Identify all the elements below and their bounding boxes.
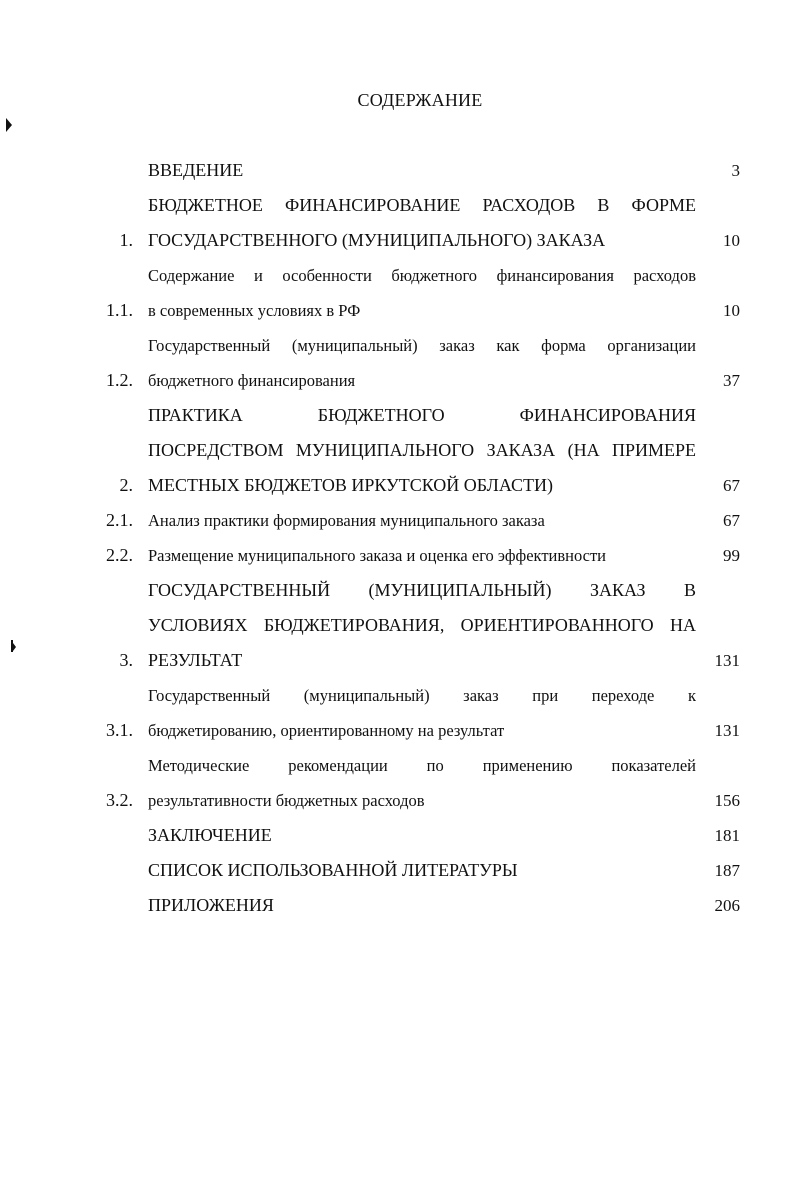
toc-entry-title-line: МЕСТНЫХ БЮДЖЕТОВ ИРКУТСКОЙ ОБЛАСТИ)	[148, 475, 553, 495]
toc-entry[interactable]	[95, 398, 740, 503]
toc-entry[interactable]	[95, 748, 740, 818]
toc-entry[interactable]	[95, 153, 740, 188]
toc-entry-title-line: в современных условиях в РФ	[148, 301, 361, 320]
toc-entry-title-line: ПОСРЕДСТВОМ МУНИЦИПАЛЬНОГО ЗАКАЗА (НА ПРИМЕРЕ	[148, 440, 696, 460]
toc-entry-title	[148, 573, 696, 678]
toc-entry-number: 3.	[119, 650, 133, 670]
toc-entry[interactable]	[95, 503, 740, 538]
toc-entry[interactable]	[95, 678, 740, 748]
toc-entry-title	[148, 503, 696, 538]
toc-entry-title-line: ГОСУДАРСТВЕННЫЙ (МУНИЦИПАЛЬНЫЙ) ЗАКАЗ В	[148, 580, 696, 600]
toc-entry-title-line: Содержание и особенности бюджетного финансирования расходов	[148, 266, 696, 285]
toc-entry-title-line: Методические рекомендации по применению показателей	[148, 756, 696, 775]
toc-entry-title-line: УСЛОВИЯХ БЮДЖЕТИРОВАНИЯ, ОРИЕНТИРОВАННОГО НА	[148, 615, 696, 635]
toc-entry-title-line: ЗАКЛЮЧЕНИЕ	[148, 825, 272, 845]
toc-entry[interactable]	[95, 258, 740, 328]
toc-entry-title	[148, 888, 696, 923]
toc-entry-page-number: 10	[723, 301, 740, 320]
toc-entry-page-number: 131	[714, 721, 740, 740]
toc-entry-title-line: ГОСУДАРСТВЕННОГО (МУНИЦИПАЛЬНОГО) ЗАКАЗА	[148, 230, 606, 250]
toc-entry-title-line: бюджетного финансирования	[148, 371, 356, 390]
toc-entry-title	[148, 538, 696, 573]
toc-entry-title-line: ПРАКТИКА БЮДЖЕТНОГО ФИНАНСИРОВАНИЯ	[148, 405, 696, 425]
toc-entry[interactable]	[95, 188, 740, 258]
toc-entry-number: 2.1.	[106, 510, 133, 530]
toc-entry-title	[148, 853, 696, 888]
toc-entry-title-line: БЮДЖЕТНОЕ ФИНАНСИРОВАНИЕ РАСХОДОВ В ФОРМЕ	[148, 195, 696, 215]
toc-entry-page-number: 3	[731, 161, 740, 180]
toc-entry-page-number: 37	[723, 371, 740, 390]
toc-entry-title-line: Государственный (муниципальный) заказ как форма организации	[148, 336, 696, 355]
toc-entry-title-line: Государственный (муниципальный) заказ при переходе к	[148, 686, 696, 705]
toc-entry-title	[148, 398, 696, 503]
toc-entry-number: 2.	[119, 475, 133, 495]
toc-entry-title	[148, 748, 696, 818]
toc-entry[interactable]	[95, 853, 740, 888]
toc-entry-page-number: 99	[723, 546, 740, 565]
scan-mark-icon	[6, 118, 12, 132]
toc-entry-page-number: 181	[714, 826, 740, 845]
toc-entry-title-line: ПРИЛОЖЕНИЯ	[148, 895, 274, 915]
toc-entry-title-line: СПИСОК ИСПОЛЬЗОВАННОЙ ЛИТЕРАТУРЫ	[148, 860, 518, 880]
toc-entry-page-number: 156	[714, 791, 740, 810]
toc-entry-title	[148, 818, 696, 853]
toc-entry-title	[148, 328, 696, 398]
toc-entry-number: 3.1.	[106, 720, 133, 740]
toc-entry-title	[148, 678, 696, 748]
toc-entry[interactable]	[95, 328, 740, 398]
toc-entry[interactable]	[95, 888, 740, 923]
page-title: СОДЕРЖАНИЕ	[357, 90, 483, 110]
scan-mark-icon	[11, 640, 13, 652]
toc-entry-page-number: 187	[714, 861, 740, 880]
toc-entry-title	[148, 188, 696, 258]
toc-entry-number: 2.2.	[106, 545, 133, 565]
toc-entry[interactable]	[95, 573, 740, 678]
toc-entry-number: 3.2.	[106, 790, 133, 810]
toc-entry[interactable]	[95, 538, 740, 573]
toc-entry-page-number: 10	[723, 231, 740, 250]
toc-entry-title-line: бюджетированию, ориентированному на результат	[148, 721, 505, 740]
toc-entry-title-line: РЕЗУЛЬТАТ	[148, 650, 243, 670]
toc-entry-title-line: Анализ практики формирования муниципального заказа	[148, 511, 545, 530]
toc-entry-page-number: 67	[723, 476, 740, 495]
toc-entry-title	[148, 258, 696, 328]
toc-entry[interactable]	[95, 818, 740, 853]
toc-entry-title	[148, 153, 696, 188]
toc-entry-number: 1.2.	[106, 370, 133, 390]
toc-entry-number: 1.	[119, 230, 133, 250]
toc-entry-page-number: 206	[714, 896, 740, 915]
toc-entry-page-number: 131	[714, 651, 740, 670]
toc-entry-page-number: 67	[723, 511, 740, 530]
toc-entry-number: 1.1.	[106, 300, 133, 320]
table-of-contents	[95, 153, 740, 923]
toc-entry-title-line: ВВЕДЕНИЕ	[148, 160, 244, 180]
toc-entry-title-line: Размещение муниципального заказа и оценка его эффективности	[148, 546, 607, 565]
toc-entry-title-line: результативности бюджетных расходов	[148, 791, 425, 810]
